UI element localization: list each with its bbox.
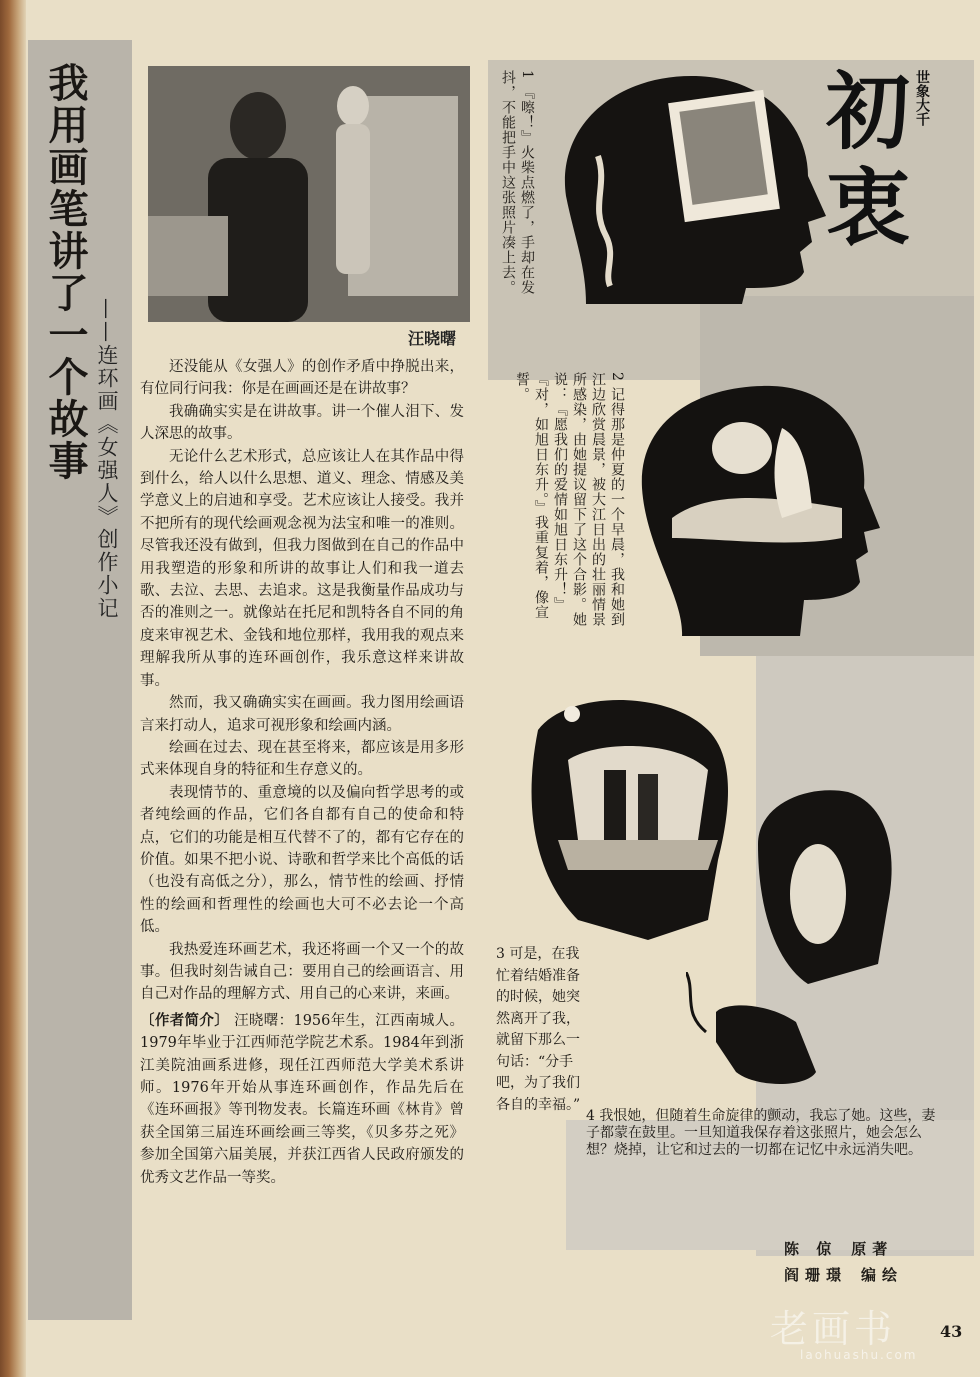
author-photo-art <box>148 66 470 322</box>
panel-4-illustration <box>686 972 826 1092</box>
caption-1 <box>486 70 536 310</box>
photo-caption: 汪晓曙 <box>408 329 457 348</box>
caption-3 <box>496 944 582 1116</box>
article-title: 我用画笔讲了一个故事 <box>42 62 88 482</box>
caption-text: 我恨她，但随着生命旋律的颤动，我忘了她。这些，妻子都蒙在鼓里。一旦知道我保存着这张照片，她会怎么想？烧掉，让它和过去的一切都在记忆中永远消失吧。 <box>586 1108 936 1158</box>
article-body <box>140 356 464 1189</box>
credit-role: 编绘 <box>861 1266 904 1284</box>
credit-line <box>784 1236 903 1262</box>
panel-1-illustration <box>546 66 836 306</box>
panel-2-illustration <box>632 378 882 638</box>
panel-3b-illustration <box>748 784 898 1004</box>
watermark-url: laohuashu.com <box>800 1348 918 1362</box>
caption-number: 2 <box>609 372 625 382</box>
paragraph: 表现情节的、重意境的以及偏向哲学思考的或者纯绘画的作品，它们各自都有自己的使命和特点，它们的功能是相互代替不了的，都有它存在的价值。如果不把小说、诗歌和哲学来比个高低的话（也没有高低之分），那么，情节性的绘画、抒情性的绘画和哲理性的绘画也大可不必去论一个高低。 <box>140 784 464 936</box>
credit-name: 阎珊璟 <box>784 1266 848 1284</box>
caption-4 <box>586 1108 942 1159</box>
author-bio <box>140 1010 464 1189</box>
book-spine <box>0 0 26 1377</box>
paragraph: 然而，我又确确实实在画画。我力图用绘画语言来打动人，追求可视形象和绘画内涵。 <box>140 695 464 734</box>
series-label: 世象大千 <box>914 70 930 126</box>
bio-text: 汪晓曙：1956年生，江西南城人。1979年毕业于江西师范学院艺术系。1984年到浙江美院油画系进修，现任江西师范大学美术系讲师。1976年开始从事连环画创作，作品先后在《连环画报》等刊物发表。长篇连环画《林肯》曾获全国第三届连环画绘画三等奖，《贝多芬之死》参加全国第六届美展，并获江西省人民政府颁发的优秀文艺作品一等奖。 <box>140 1012 465 1186</box>
bio-label: 〔作者简介〕 <box>140 1011 230 1029</box>
watermark: 老画书 <box>770 1307 897 1351</box>
credit-role: 原著 <box>851 1240 894 1258</box>
caption-2 <box>506 372 626 638</box>
article-subtitle: ——连环画《女强人》创作小记 <box>95 298 119 620</box>
credit-name: 陈 倞 <box>784 1240 838 1258</box>
paragraph: 绘画在过去、现在甚至将来，都应该是用多形式来体现自身的特征和生存意义的。 <box>140 739 464 779</box>
paragraph: 我确确实实是在讲故事。讲一个催人泪下、发人深思的故事。 <box>140 403 464 443</box>
caption-text: 可是，在我忙着结婚准备的时候，她突然离开了我，就留下那么一句话：“分手吧，为了我们各自的幸福。” <box>496 946 581 1113</box>
page-number: 43 <box>940 1322 963 1341</box>
paragraph: 我热爱连环画艺术，我还将画一个又一个的故事。但我时刻告诫自己：要用自己的绘画语言、用自己对作品的理解方式、用自己的心来讲，来画。 <box>140 941 464 1003</box>
caption-number: 4 <box>586 1108 595 1124</box>
caption-number: 1 <box>519 70 535 80</box>
comic-title: 初衷 <box>825 62 910 257</box>
caption-number: 3 <box>496 946 505 962</box>
caption-text: 『嚓！』火柴点燃了，手却在发抖，不能把手中这张照片凑上去。 <box>500 70 535 296</box>
credit-line <box>784 1262 903 1288</box>
paragraph: 还没能从《女强人》的创作矛盾中挣脱出来，有位同行问我：你是在画画还是在讲故事？ <box>140 359 464 398</box>
paragraph: 无论什么艺术形式，总应该让人在其作品中得到什么，给人以什么思想、道义、理念、情感及美学意义上的启迪和享受。艺术应该让人接受。我并不把所有的现代绘画观念视为法宝和唯一的准则。尽管我还没有做到，但我力图做到在自己的作品中用我塑造的形象和所讲的故事让人们和我一道去歌、去泣、去思、去追求。这是我衡量作品成功与否的准则之一。就像站在托尼和凯特各自不同的角度来审视艺术、金钱和地位那样，我用我的观点来理解我所从事的连环画创作，我乐意这样来讲故事。 <box>140 448 464 689</box>
comic-credits <box>784 1236 903 1288</box>
author-photo <box>148 66 470 322</box>
caption-text: 记得那是仲夏的一个早晨，我和她到江边欣赏晨景，被大江日出的壮丽情景所感染，由她提议留下了这个合影。她说：『愿我们的爱情如旭日东升！』『对，如旭日东升。』我重复着，像宣誓。 <box>514 372 625 628</box>
